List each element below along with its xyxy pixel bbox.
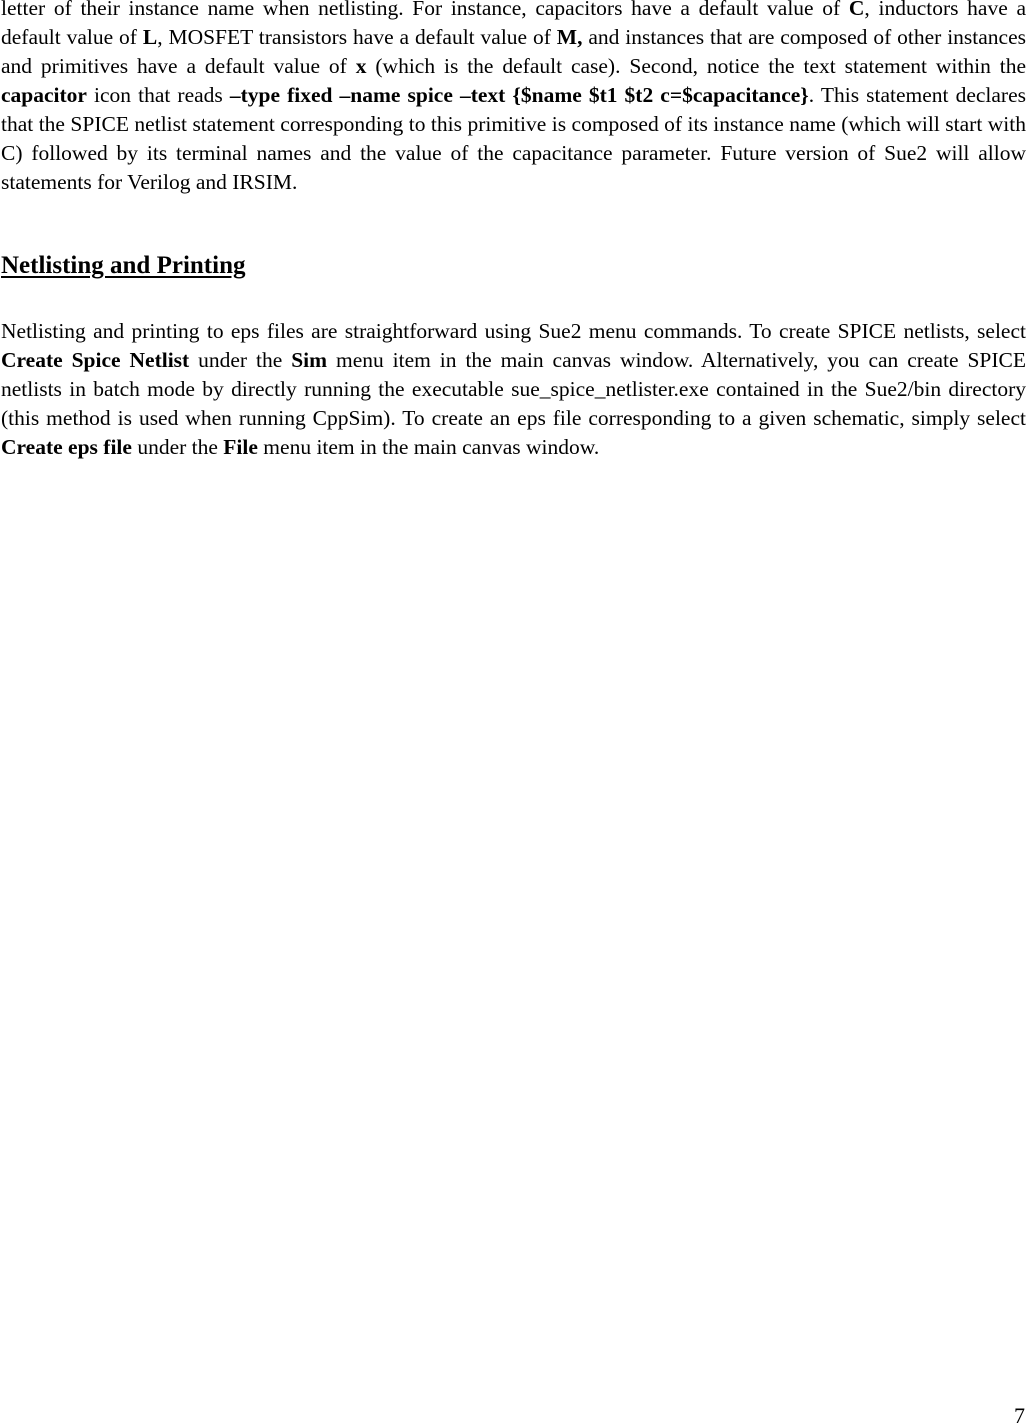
bold-term-c: C xyxy=(848,0,865,20)
text-run: icon that reads xyxy=(86,83,230,107)
text-run: , MOSFET transistors have a default value of xyxy=(157,25,557,49)
text-run: letter of their instance name when netlisting. For instance, capacitors have a default value of xyxy=(1,0,849,20)
bold-term-capacitor: capacitor xyxy=(1,83,87,107)
bold-menu-sim: Sim xyxy=(291,348,328,372)
bold-text-statement: –type fixed –name spice –text {$name $t1 $t2 c=$capacitance} xyxy=(229,83,809,107)
bold-menu-create-eps-file: Create eps file xyxy=(1,435,132,459)
bold-menu-file: File xyxy=(223,435,258,459)
text-run: menu item in the main canvas window. Alternatively, you can create SPICE netlists in batch mode by directly running the executable sue_spice_netlister.exe contained in the Sue2/bin directory (this method is used when running CppSim). To create an eps file corresponding to a given schematic, simply select xyxy=(1,348,1027,430)
paragraph-netlisting-and-printing xyxy=(1,317,1026,462)
text-run: menu item in the main canvas window. xyxy=(257,435,600,459)
text-run: (which is the default case). Second, notice the text statement within the xyxy=(366,54,1026,78)
paragraph-netlist-prefix-and-text-statement xyxy=(1,0,1026,197)
bold-menu-create-spice-netlist: Create Spice Netlist xyxy=(1,348,190,372)
text-run: under the xyxy=(189,348,292,372)
text-run: , inductors have a default value of xyxy=(1,0,1026,49)
text-run: and instances that are composed of other instances and primitives have a default value of xyxy=(1,25,1026,78)
page-number: 7 xyxy=(1014,1403,1025,1428)
text-run: under the xyxy=(131,435,224,459)
section-heading: Netlisting and Printing xyxy=(1,252,246,279)
bold-term-m: M, xyxy=(556,25,583,49)
text-run: . This statement declares that the SPICE netlist statement corresponding to this primitive is composed of its instance name (which will start with C) followed by its terminal names and the value of the capacitance parameter. Future version of Sue2 will allow statements for Verilog and IRSIM. xyxy=(1,83,1026,194)
bold-term-l: L xyxy=(142,25,158,49)
bold-term-x: x xyxy=(355,54,367,78)
text-run: Netlisting and printing to eps files are straightforward using Sue2 menu commands. To create SPICE netlists, select xyxy=(1,319,1026,343)
